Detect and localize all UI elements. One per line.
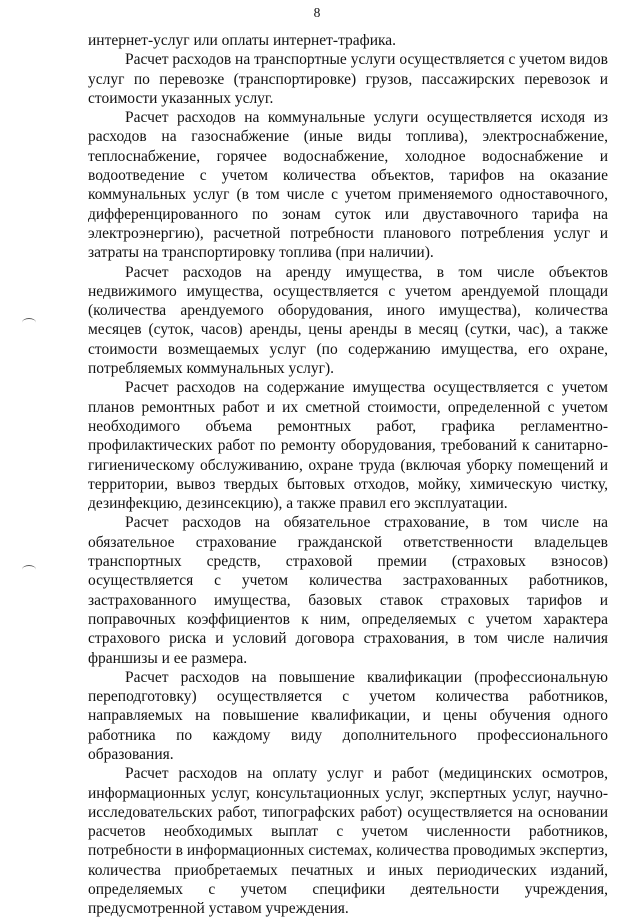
page-number: 8	[313, 5, 321, 20]
binding-hole-mark	[22, 318, 36, 327]
paragraph-utilities: Расчет расходов на коммунальные услуги осуществляется исходя из расходов на газоснабжение (иные виды топлива), электроснабжение, теплоснабжение, горячее водоснабжение, холодное водоснабжение и водоотведение с учетом количества объектов, тарифов на оказание коммунальных услуг (в том числе с учетом применяемого одноставочного, дифференцированного по зонам суток или двуставочного тарифа на электроэнергию), расчетной потребности планового потребления услуг и затраты на транспортировку топлива (при наличии).	[88, 109, 608, 262]
document-body	[88, 31, 608, 919]
paragraph-maintenance: Расчет расходов на содержание имущества осуществляется с учетом планов ремонтных работ и их сметной стоимости, определенной с учетом необходимого объема ремонтных работ, графика регламентно-профилактических работ по ремонту оборудования, требований к санитарно-гигиеническому обслуживанию, охране труда (включая уборку помещений и территории, вывоз твердых бытовых отходов, мойку, химическую чистку, дезинфекцию, дезинсекцию), а также правил его эксплуатации.	[88, 379, 608, 513]
paragraph-services: Расчет расходов на оплату услуг и работ (медицинских осмотров, информационных услуг, консультационных услуг, экспертных услуг, научно-исследовательских работ, типографских работ) осуществляется на основании расчетов необходимых выплат с учетом численности работников, потребности в информационных системах, количества проводимых экспертиз, количества приобретаемых печатных и иных периодических изданий, определяемых с учетом специфики деятельности учреждения, предусмотренной уставом учреждения.	[88, 765, 608, 918]
paragraph-transport: Расчет расходов на транспортные услуги осуществляется с учетом видов услуг по перевозке (транспортировке) грузов, пассажирских перевозок и стоимости указанных услуг.	[88, 51, 608, 107]
paragraph-training: Расчет расходов на повышение квалификации (профессиональную переподготовку) осуществляется с учетом количества работников, направляемых на повышение квалификации, и цены обучения одного работника по каждому виду дополнительного профессионального образования.	[88, 668, 608, 763]
paragraph-insurance: Расчет расходов на обязательное страхование, в том числе на обязательное страхование гражданской ответственности владельцев транспортных средств, страховой премии (страховых взносов) осуществляется с учетом количества застрахованных работников, застрахованного имущества, базовых ставок страховых тарифов и поправочных коэффициентов к ним, определяемых с учетом характера страхового риска и условий договора страхования, в том числе наличия франшизы и ее размера.	[88, 514, 608, 667]
paragraph-continuation: интернет-услуг или оплаты интернет-трафика.	[88, 32, 397, 49]
paragraph-rent: Расчет расходов на аренду имущества, в том числе объектов недвижимого имущества, осуществляется с учетом арендуемой площади (количества арендуемого оборудования, иного имущества), количества месяцев (суток, часов) аренды, цены аренды в месяц (сутки, час), а также стоимости возмещаемых услуг (по содержанию имущества, его охране, потребляемых коммунальных услуг).	[88, 263, 608, 378]
binding-hole-mark	[22, 565, 36, 574]
